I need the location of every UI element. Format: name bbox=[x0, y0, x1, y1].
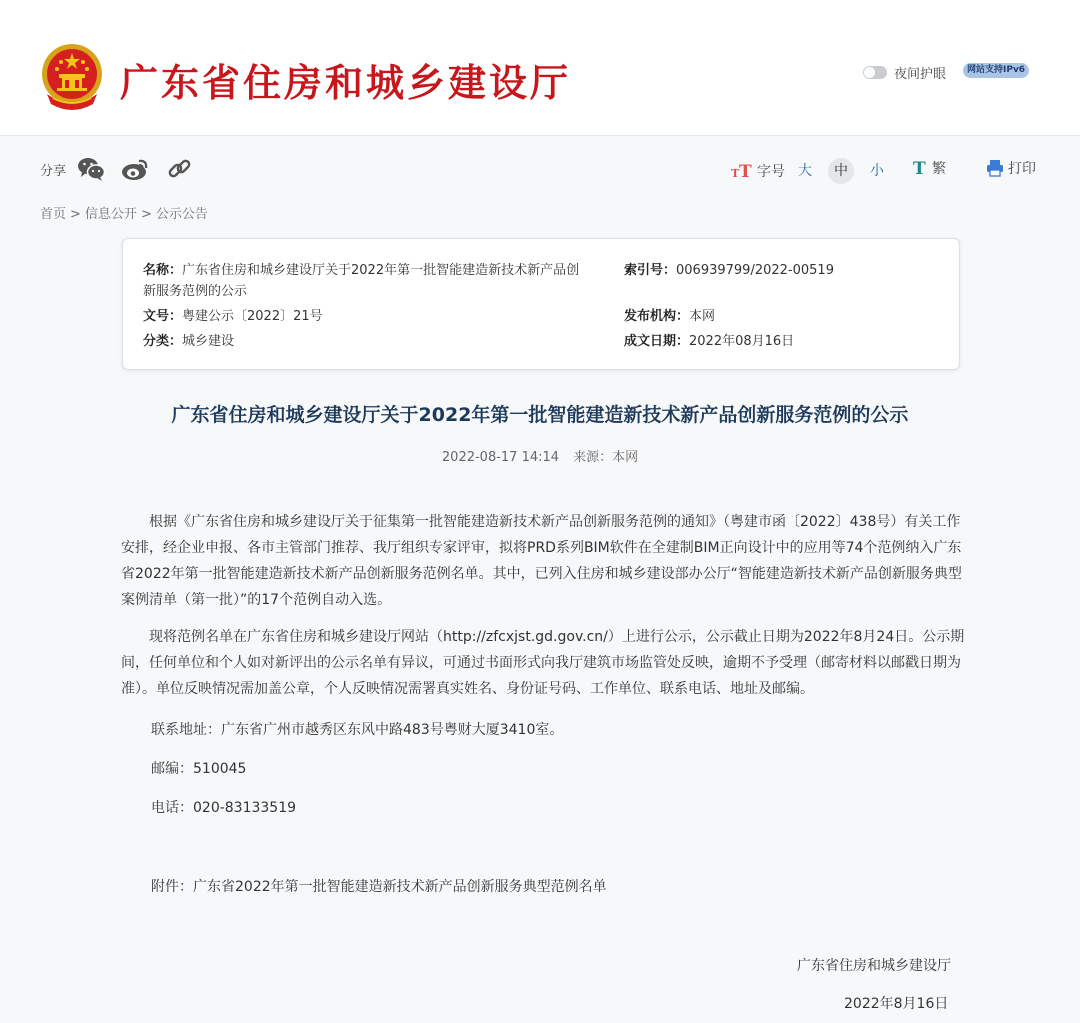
breadcrumb-separator: > bbox=[140, 207, 152, 222]
meta-category-label: 分类： bbox=[143, 334, 183, 349]
breadcrumb-info-disclosure[interactable]: 信息公开 bbox=[84, 207, 137, 222]
printer-icon bbox=[986, 159, 1004, 177]
article-source: 来源：本网 bbox=[573, 450, 639, 465]
article-paragraph-2: 现将范例名单在广东省住房和城乡建设厅网站（http://zfcxjst.gd.gov.cn/）上进行公示，公示截止日期为2022年8月24日。公示期间，任何单位和个人如对新评出的公示名单有异议，可通过书面形式向我厅建筑市场监管处反映，逾期不予受理（邮寄材料以邮戳日期为准）。单位反映情况需加盖公章，个人反映情况需署真实姓名、身份证号码、工作单位、联系电话、地址及邮编。 bbox=[121, 629, 965, 697]
contact-phone: 电话：020-83133519 bbox=[151, 800, 297, 816]
meta-publisher-label: 发布机构： bbox=[624, 309, 690, 324]
national-emblem-icon bbox=[39, 42, 105, 110]
signature-org: 广东省住房和城乡建设厅 bbox=[797, 958, 951, 974]
toggle-switch[interactable] bbox=[863, 66, 887, 79]
publish-datetime: 2022-08-17 14:14 bbox=[441, 450, 560, 465]
breadcrumb-home[interactable]: 首页 bbox=[40, 207, 67, 222]
traditional-label: 繁 bbox=[932, 161, 946, 177]
site-header bbox=[0, 0, 1080, 136]
meta-docno bbox=[143, 306, 323, 327]
font-size-small-button[interactable]: 小 bbox=[870, 163, 884, 179]
meta-date bbox=[624, 331, 794, 352]
site-title[interactable]: 广东省住房和城乡建设厅 bbox=[120, 60, 572, 105]
contact-postcode: 邮编：510045 bbox=[151, 761, 247, 777]
night-mode-label: 夜间护眼 bbox=[894, 67, 947, 82]
meta-date-value: 2022年08月16日 bbox=[689, 334, 795, 349]
weibo-icon[interactable] bbox=[121, 156, 149, 182]
meta-name-label: 名称： bbox=[143, 263, 183, 278]
article-title: 广东省住房和城乡建设厅关于2022年第一批智能建造新技术新产品创新服务范例的公示 bbox=[171, 404, 909, 426]
wechat-icon[interactable] bbox=[77, 156, 105, 182]
traditional-icon bbox=[912, 159, 928, 177]
meta-docno-label: 文号： bbox=[143, 309, 183, 324]
ipv6-badge: 网站支持IPv6 bbox=[963, 63, 1029, 78]
article-paragraph-1: 根据《广东省住房和城乡建设厅关于征集第一批智能建造新技术新产品创新服务范例的通知》（粤建市函〔2022〕438号）有关工作安排，经企业申报、各市主管部门推荐、我厅组织专家评审，拟将PRD系列BIM软件在全建制BIM正向设计中的应用等74个范例纳入广东省2022年第一批智能建造新技术新产品创新服务范例名单。其中，已列入住房和城乡建设部办公厅“智能建造新技术新产品创新服务典型案例清单（第一批）”的17个范例自动入选。 bbox=[121, 514, 962, 608]
contact-address: 联系地址：广东省广州市越秀区东风中路483号粤财大厦3410室。 bbox=[151, 722, 564, 738]
link-icon[interactable] bbox=[166, 156, 194, 182]
article-meta bbox=[0, 446, 1080, 465]
font-size-icon bbox=[731, 162, 753, 180]
meta-category-value: 城乡建设 bbox=[182, 334, 235, 349]
print-label: 打印 bbox=[1008, 161, 1036, 177]
traditional-chinese-button[interactable] bbox=[912, 158, 946, 178]
meta-index-value: 006939799/2022-00519 bbox=[676, 263, 834, 278]
article-toolbar bbox=[0, 148, 1080, 192]
signature-date: 2022年8月16日 bbox=[844, 996, 949, 1012]
breadcrumb bbox=[40, 203, 208, 222]
share-label: 分享 bbox=[40, 164, 67, 179]
meta-index bbox=[624, 260, 834, 281]
print-button[interactable] bbox=[986, 158, 1036, 178]
meta-index-label: 索引号： bbox=[624, 263, 677, 278]
meta-category bbox=[143, 331, 234, 352]
svg-text:T: T bbox=[913, 159, 926, 177]
font-size-medium-button[interactable]: 中 bbox=[828, 158, 854, 184]
meta-date-label: 成文日期： bbox=[624, 334, 690, 349]
meta-publisher-value: 本网 bbox=[689, 309, 716, 324]
document-meta-card bbox=[122, 238, 960, 370]
font-size-large-button[interactable]: 大 bbox=[798, 163, 812, 179]
meta-publisher bbox=[624, 306, 715, 327]
night-mode-toggle[interactable] bbox=[863, 63, 946, 82]
attachment-link[interactable]: 附件：广东省2022年第一批智能建造新技术新产品创新服务典型范例名单 bbox=[151, 879, 607, 895]
meta-docno-value: 粤建公示〔2022〕21号 bbox=[182, 309, 323, 324]
meta-name bbox=[143, 260, 613, 302]
breadcrumb-announcements[interactable]: 公示公告 bbox=[155, 207, 208, 222]
breadcrumb-separator: > bbox=[70, 207, 81, 222]
svg-text:T: T bbox=[731, 167, 740, 180]
svg-text:T: T bbox=[739, 162, 752, 180]
font-size-control bbox=[731, 158, 890, 184]
font-size-label: 字号 bbox=[757, 164, 785, 180]
meta-name-value-line1: 广东省住房和城乡建设厅关于2022年第一批智能建造新技术新产品创 bbox=[182, 263, 580, 278]
meta-name-value-line2: 新服务范例的公示 bbox=[143, 284, 248, 299]
